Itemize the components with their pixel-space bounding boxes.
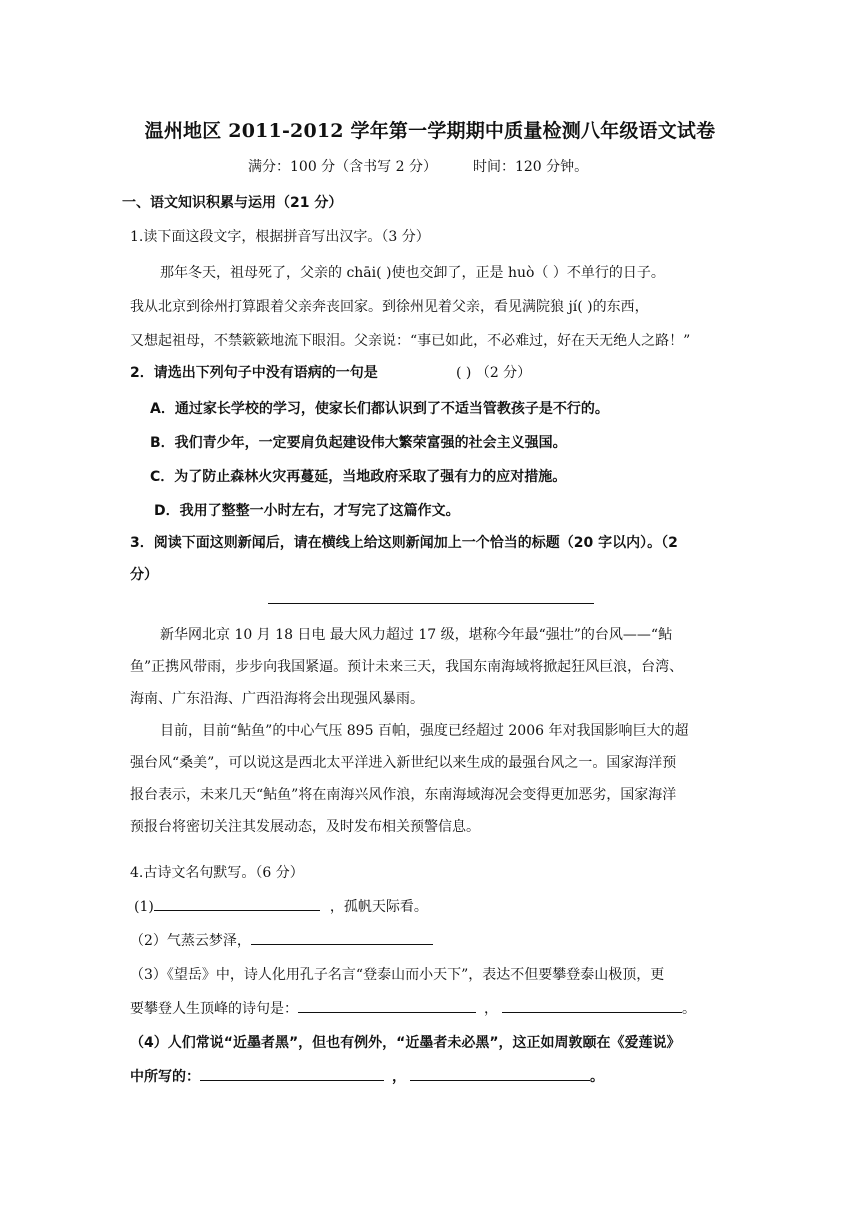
fill-blank[interactable] — [154, 896, 320, 911]
q4-item-4: （4）人们常说“近墨者黑”，但也有例外，“近墨者未必黑”，这正如周敦颐在《爱莲说》 — [130, 1035, 681, 1051]
period: 。 — [590, 1069, 604, 1085]
news-line: 目前，目前“鲇鱼”的中心气压 895 百帕，强度已经超过 2006 年对我国影响巨大的超 — [160, 723, 689, 739]
fill-blank[interactable] — [410, 1066, 590, 1081]
comma: ， — [484, 1001, 498, 1017]
comma: ， — [392, 1069, 406, 1085]
q3-stem-cont: 分） — [130, 567, 158, 583]
q3-stem: 3．阅读下面这则新闻后，请在横线上给这则新闻加上一个恰当的标题（20 字以内）。（2 — [130, 535, 678, 551]
news-line: 鱼”正携风带雨，步步向我国紧逼。预计未来三天，我国东南海域将掀起狂风巨浪，台湾、 — [130, 659, 684, 675]
q4-item-2 — [130, 930, 433, 950]
time-limit: 时间：120 分钟。 — [472, 159, 589, 175]
fill-blank[interactable] — [298, 998, 476, 1013]
q4-stem: 4.古诗文名句默写。（6 分） — [130, 865, 304, 881]
q4-item-1 — [134, 896, 428, 916]
news-line: 预报台将密切关注其发展动态，及时发布相关预警信息。 — [130, 819, 480, 835]
verse-tail: ，孤帆天际看。 — [329, 899, 428, 915]
item-text: 要攀登人生顶峰的诗句是： — [130, 1001, 298, 1017]
period: 。 — [682, 1001, 696, 1017]
item-number: (1) — [134, 899, 154, 915]
q4-item-3-cont — [130, 998, 696, 1018]
exam-info — [248, 156, 588, 176]
q1-line: 我从北京到徐州打算跟着父亲奔丧回家。到徐州见着父亲，看见满院狼 jí( )的东西， — [130, 299, 649, 315]
fill-blank[interactable] — [502, 998, 682, 1013]
q2-option-a: A．通过家长学校的学习，使家长们都认识到了不适当管教孩子是不行的。 — [150, 401, 609, 417]
section-heading: 一、语文知识积累与运用（21 分） — [122, 195, 343, 211]
title-answer-line — [268, 603, 594, 604]
page-title: 温州地区 2011-2012 学年第一学期期中质量检测八年级语文试卷 — [144, 120, 716, 142]
q2-answer-paren: ( ) （2 分） — [456, 365, 532, 381]
q1-line: 又想起祖母，不禁簌簌地流下眼泪。父亲说：“事已如此，不必难过，好在天无绝人之路！” — [130, 333, 691, 349]
fill-blank[interactable] — [251, 930, 433, 945]
verse-head: （2）气蒸云梦泽， — [130, 933, 251, 949]
full-score: 满分：100 分（含书写 2 分） — [248, 159, 437, 175]
news-line: 强台风“桑美”，可以说这是西北太平洋进入新世纪以来生成的最强台风之一。国家海洋预 — [130, 755, 677, 771]
q4-item-4-cont — [130, 1066, 604, 1086]
q1-stem: 1.读下面这段文字，根据拼音写出汉字。（3 分） — [130, 229, 430, 245]
q2-stem: 2．请选出下列句子中没有语病的一句是 — [130, 365, 378, 381]
item-text: 中所写的： — [130, 1069, 200, 1085]
q4-item-3: （3）《望岳》中，诗人化用孔子名言“登泰山而小天下”，表达不但要攀登泰山极顶，更 — [130, 967, 665, 983]
news-line: 新华网北京 10 月 18 日电 最大风力超过 17 级，堪称今年最“强壮”的台风——“鲇 — [160, 627, 673, 643]
q1-line: 那年冬天，祖母死了，父亲的 chāi( )使也交卸了，正是 huò（ ）不单行的日子。 — [160, 265, 665, 281]
q2-option-c: C．为了防止森林火灾再蔓延，当地政府采取了强有力的应对措施。 — [150, 469, 567, 485]
q2-option-b: B．我们青少年，一定要肩负起建设伟大繁荣富强的社会主义强国。 — [150, 435, 567, 451]
news-line: 海南、广东沿海、广西沿海将会出现强风暴雨。 — [130, 691, 424, 707]
fill-blank[interactable] — [200, 1066, 384, 1081]
q2-option-d: D．我用了整整一小时左右，才写完了这篇作文。 — [154, 503, 460, 519]
news-line: 报台表示，未来几天“鲇鱼”将在南海兴风作浪，东南海域海况会变得更加恶劣，国家海洋 — [130, 787, 677, 803]
